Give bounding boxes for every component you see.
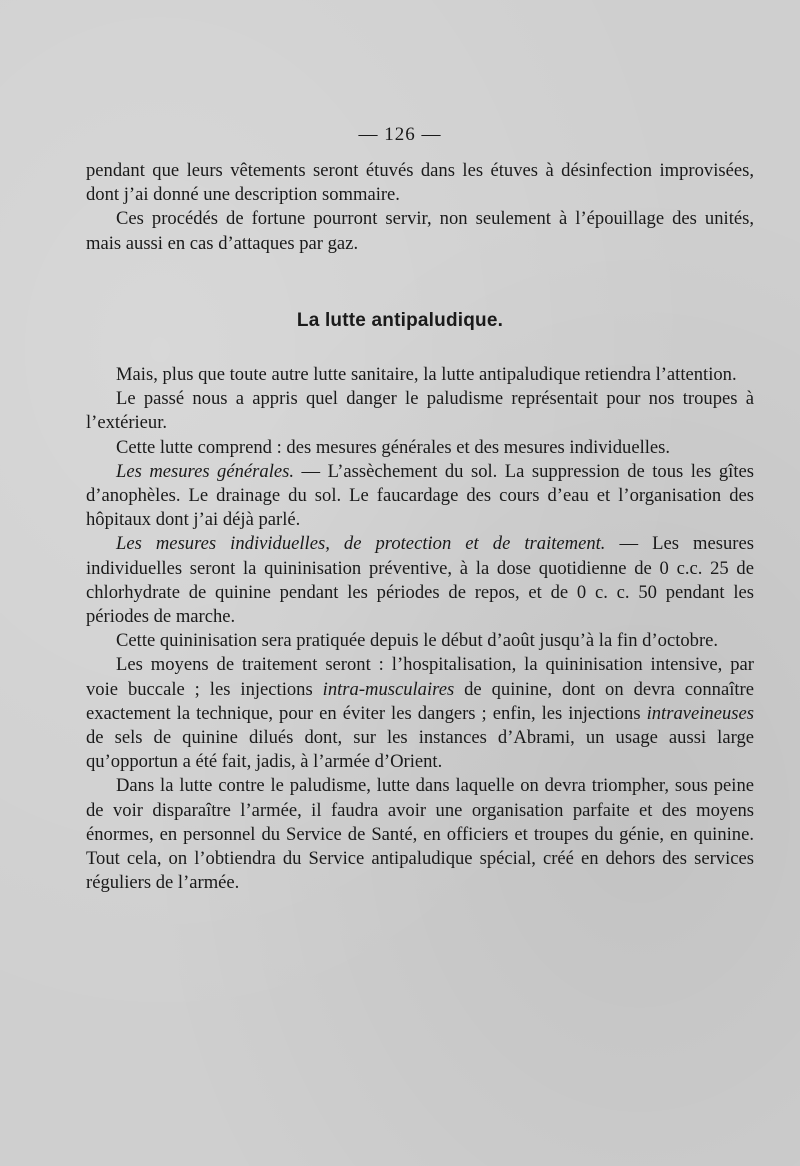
paragraph-mesures-individuelles xyxy=(86,532,754,629)
paragraph-fortune: Ces procédés de fortune pourront servir, non seulement à l’épouillage des unités, mais aussi en cas d’attaques par gaz. xyxy=(86,208,754,254)
paragraph-continuation: pendant que leurs vêtements seront étuvés dans les étuves à désinfection improvisées, dont j’ai donné une description sommaire. xyxy=(86,160,754,206)
text-intra-musculaires: intra-musculaires xyxy=(322,678,455,700)
section-heading: La lutte antipaludique. xyxy=(296,310,504,331)
text-traitement-a: Les moyens de traitement seront : l’hospitalisation, la quininisation intensive, par voie buccale ; les injections xyxy=(86,654,754,700)
paragraph-quininisation: Cette quininisation sera pratiquée depuis le début d’août jusqu’à la fin d’octobre. xyxy=(116,630,719,652)
text-traitement-c: de sels de quinine dilués dont, sur les instances d’Abrami, un usage aussi large qu’opportun a été fait, jadis, à l’armée d’Orient. xyxy=(86,727,754,773)
main-text-block xyxy=(86,363,754,895)
paragraph-mesures-generales xyxy=(86,460,754,533)
page-number: — 126 — xyxy=(358,124,442,145)
paragraph-passe: Le passé nous a appris quel danger le paludisme représentait pour nos troupes à l’extérieur. xyxy=(86,388,754,434)
paragraph-comprend: Cette lutte comprend : des mesures générales et des mesures individuelles. xyxy=(116,436,671,458)
label-mesures-generales: Les mesures générales. xyxy=(116,460,294,482)
text-intraveineuses: intraveineuses xyxy=(646,702,754,724)
text-traitement-b: de quinine, dont on devra connaître exactement la technique, pour en éviter les dangers ; enfin, les injections xyxy=(86,678,754,724)
label-mesures-individuelles: Les mesures individuelles, de protection et de traitement. xyxy=(116,533,606,555)
paragraph-traitement xyxy=(86,653,754,774)
paragraph-organisation: Dans la lutte contre le paludisme, lutte dans laquelle on devra triompher, sous peine de voir disparaître l’armée, il faudra avoir une organisation parfaite et des moyens énormes, en personnel du Service de Santé, en officiers et troupes du génie, en quinine. Tout cela, on l’obtiendra du Service antipaludique spécial, créé en dehors des services réguliers de l’armée. xyxy=(86,775,754,894)
paragraph-attention: Mais, plus que toute autre lutte sanitaire, la lutte antipaludique retiendra l’attention. xyxy=(116,364,737,385)
top-text-block xyxy=(86,159,754,256)
text-mesures-individuelles: — Les mesures individuelles seront la quininisation préventive, à la dose quotidienne de 0 c.c. 25 de chlorhydrate de quinine pendant les périodes de repos, et de 0 c. c. 50 pendant les périodes de marche. xyxy=(86,533,754,628)
text-mesures-generales: — L’assèchement du sol. La suppression de tous les gîtes d’anophèles. Le drainage du sol. Le faucardage des cours d’eau et l’organisation des hôpitaux dont j’ai déjà parlé. xyxy=(86,460,754,531)
